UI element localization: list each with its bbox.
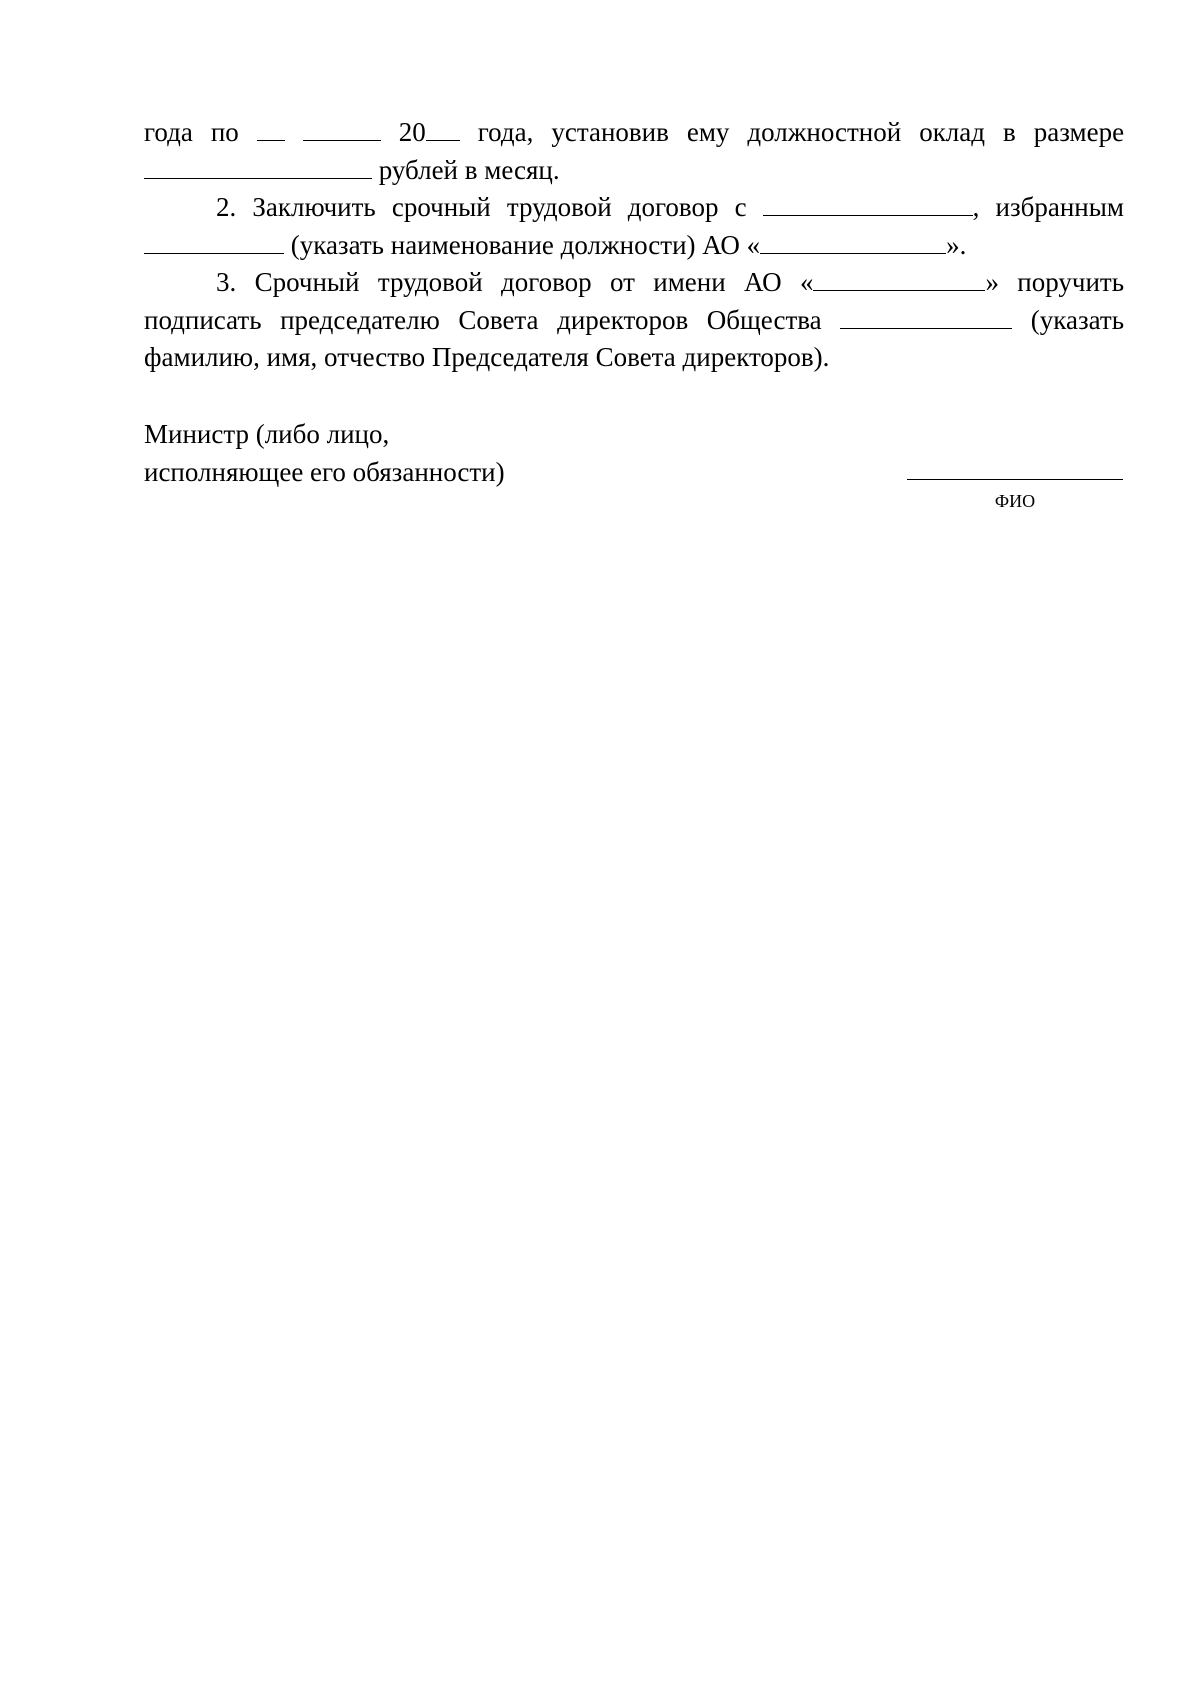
item2-text-elected: , избранным [972, 192, 1124, 222]
item2-text-start: 2. Заключить срочный трудовой договор с [216, 192, 747, 222]
salary-unit-text: рублей в месяц. [378, 154, 560, 185]
document-body [144, 114, 1124, 377]
fio-caption: ФИО [994, 491, 1036, 511]
item2-text-position-hint: (указать наименование должности) АО « [290, 229, 761, 260]
blank-chairman-name-field [840, 306, 1012, 329]
item3-text-hint: (указать фамилию, имя, отчество Председателя Совета директоров). [144, 304, 1125, 372]
signatory-title-line2: исполняющее его обязанности) [144, 456, 505, 487]
blank-year-field [426, 118, 460, 141]
blank-salary-field [144, 156, 372, 179]
blank-position-field [144, 231, 284, 254]
term-text-start: года по [144, 117, 239, 147]
blank-day-field [257, 118, 285, 141]
blank-company-name-field [760, 231, 946, 254]
signatory-title-line1: Министр (либо лицо, [144, 419, 390, 449]
paragraph-item-3 [144, 264, 1124, 377]
item2-text-end: ». [946, 229, 967, 260]
item3-text-start: 3. Срочный трудовой договор от имени АО « [216, 267, 814, 297]
paragraph-item-2 [144, 189, 1124, 264]
item3-text-sign: » поручить подписать председателю Совета директоров Общества [144, 267, 1125, 335]
blank-month-field [303, 118, 381, 141]
signature-line [907, 479, 1123, 480]
blank-company-name-field-2 [813, 268, 985, 291]
blank-person-name-field [763, 193, 973, 216]
term-text-salary: года, установив ему должностной оклад в размере [477, 117, 1125, 147]
paragraph-term-salary [144, 114, 1124, 189]
year-prefix: 20 [398, 117, 426, 147]
